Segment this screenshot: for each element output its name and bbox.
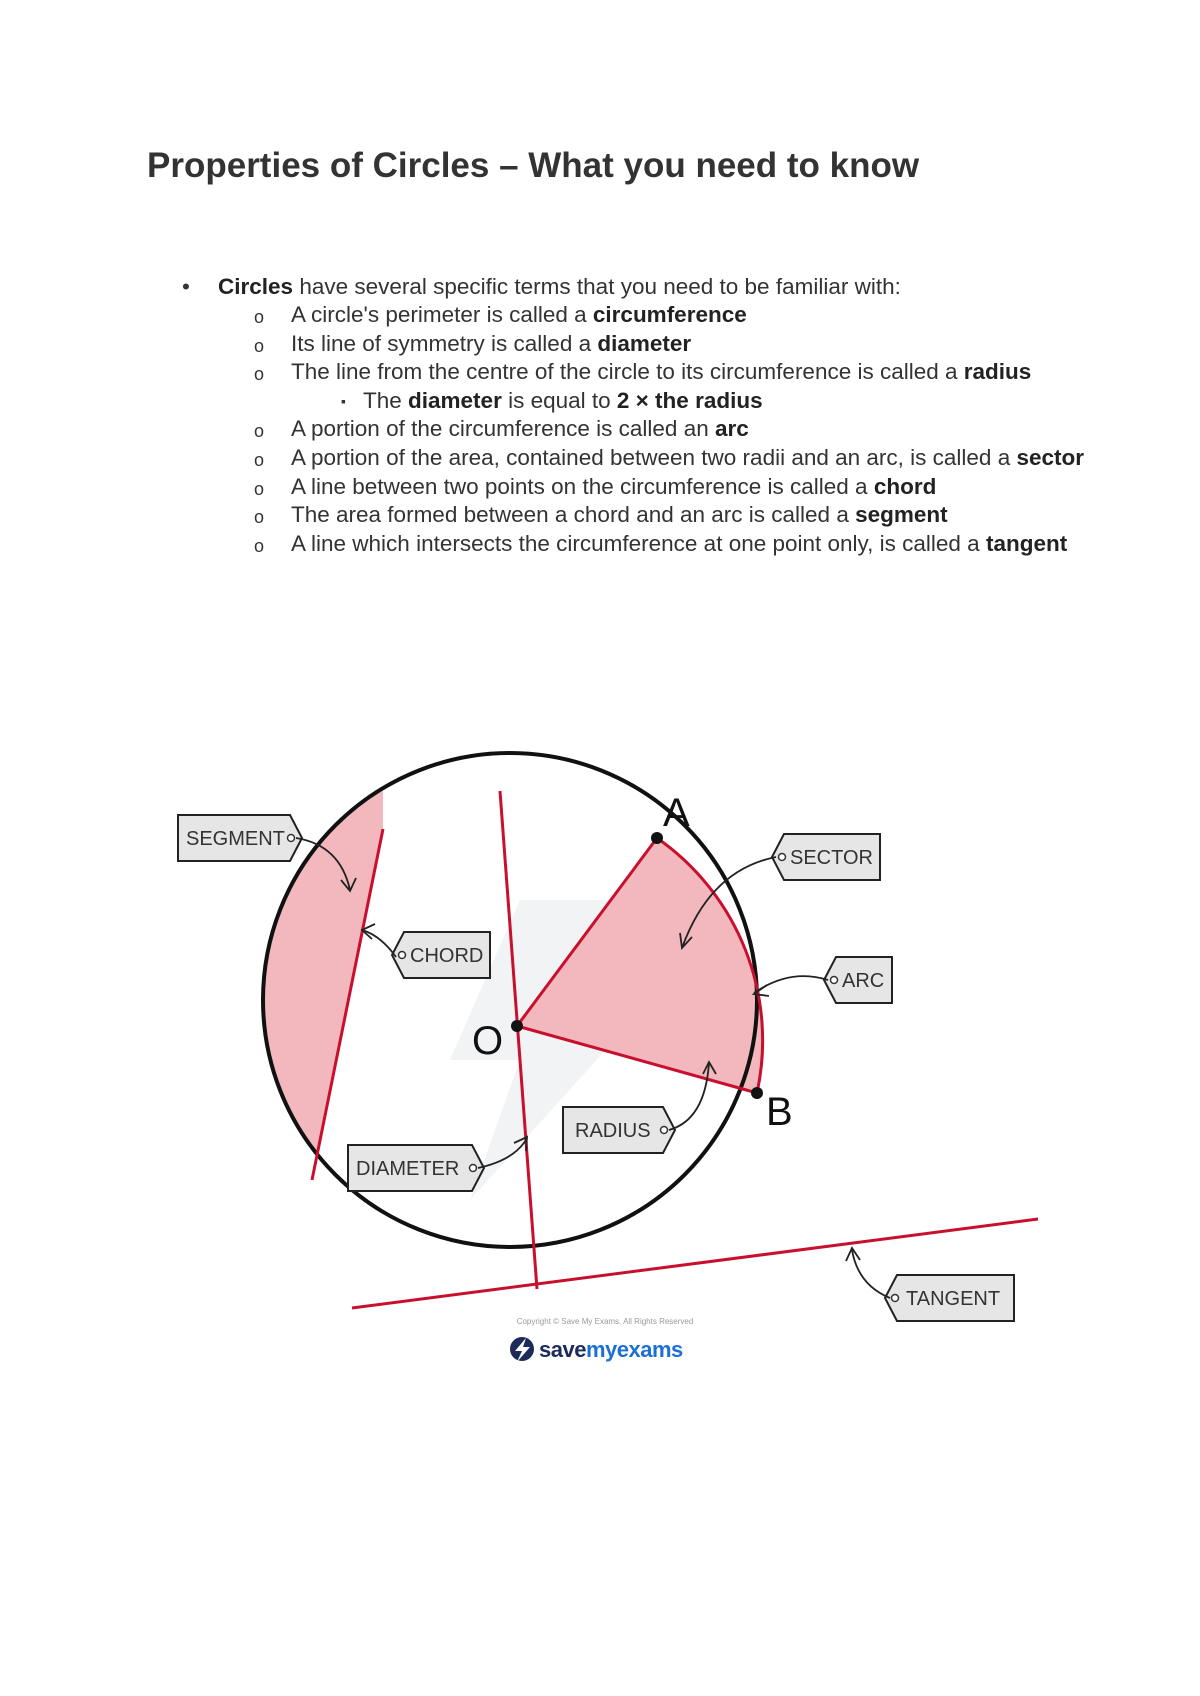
circle-bullet-icon: o bbox=[254, 421, 265, 442]
circle-bullet-icon: o bbox=[254, 449, 265, 470]
brand-word-myexams: myexams bbox=[585, 1337, 683, 1362]
segment-shading bbox=[200, 700, 383, 1180]
intro-text: have several specific terms that you need to be familiar with: bbox=[293, 274, 901, 299]
svg-text:savemyexams bbox=[539, 1337, 683, 1362]
term-bold: chord bbox=[873, 473, 937, 499]
sub-note-bold: 2 × the radius bbox=[616, 387, 763, 413]
term-bold: arc bbox=[714, 416, 749, 442]
sector-tag-text: SECTOR bbox=[790, 847, 873, 869]
term-bold: segment bbox=[855, 502, 948, 528]
term-bold: circumference bbox=[592, 302, 747, 327]
arc-arrow-icon bbox=[754, 976, 828, 993]
intro-bold: Circles bbox=[218, 274, 294, 299]
arc-tag bbox=[824, 957, 892, 1003]
point-b-label: B bbox=[766, 1090, 793, 1134]
chord-tag-text: CHORD bbox=[410, 945, 484, 967]
term-bold: diameter bbox=[597, 330, 692, 356]
point-o-label: O bbox=[472, 1019, 504, 1063]
diameter-tag-text: DIAMETER bbox=[356, 1158, 460, 1180]
point-b-dot bbox=[751, 1087, 763, 1099]
term-text: Its line of symmetry is called a bbox=[291, 330, 598, 356]
circle-bullet-icon: o bbox=[254, 307, 265, 327]
chord-tag bbox=[392, 932, 490, 978]
radius-tag-text: RADIUS bbox=[575, 1120, 651, 1142]
circle-bullet-icon: o bbox=[254, 507, 265, 528]
brand-word-save: save bbox=[539, 1337, 586, 1362]
term-text: A line which intersects the circumference at one point only, is called a bbox=[291, 530, 986, 556]
term-text: A line between two points on the circumference is called a bbox=[291, 473, 874, 499]
term-text: A circle's perimeter is called a bbox=[291, 302, 593, 327]
point-a-dot bbox=[651, 832, 663, 844]
arc-tag-text: ARC bbox=[842, 970, 885, 992]
sub-note-text: is equal to bbox=[501, 387, 617, 413]
radius-tag bbox=[563, 1107, 675, 1153]
segment-tag-text: SEGMENT bbox=[186, 828, 285, 850]
page-title: Properties of Circles – What you need to know bbox=[147, 146, 920, 185]
term-bold: tangent bbox=[985, 530, 1068, 556]
diameter-tag bbox=[348, 1145, 484, 1191]
term-text: The area formed between a chord and an arc is called a bbox=[291, 502, 856, 528]
square-bullet-icon: ▪ bbox=[341, 392, 346, 409]
term-bold: sector bbox=[1016, 444, 1085, 470]
term-bold: radius bbox=[963, 359, 1032, 385]
point-o-dot bbox=[511, 1020, 523, 1032]
sector-tag bbox=[772, 834, 880, 880]
term-text: A portion of the circumference is called an bbox=[291, 416, 715, 442]
point-a-label: A bbox=[663, 791, 690, 835]
term-text: The line from the centre of the circle to its circumference is called a bbox=[291, 359, 964, 385]
copyright-text: Copyright © Save My Exams. All Rights Reserved bbox=[516, 1317, 694, 1326]
circle-bullet-icon: o bbox=[254, 478, 265, 499]
sub-note-text: The bbox=[363, 387, 409, 413]
circle-bullet-icon: o bbox=[254, 535, 265, 556]
sub-note-bold: diameter bbox=[408, 387, 502, 413]
bullet-icon: • bbox=[182, 274, 190, 299]
tangent-tag bbox=[885, 1275, 1014, 1321]
circle-bullet-icon: o bbox=[254, 335, 265, 356]
brand-logo bbox=[510, 1337, 683, 1362]
circle-bullet-icon: o bbox=[254, 364, 265, 385]
term-text: A portion of the area, contained between two radii and an arc, is called a bbox=[291, 444, 1017, 470]
tangent-tag-text: TANGENT bbox=[906, 1288, 1001, 1310]
segment-tag bbox=[178, 815, 302, 861]
